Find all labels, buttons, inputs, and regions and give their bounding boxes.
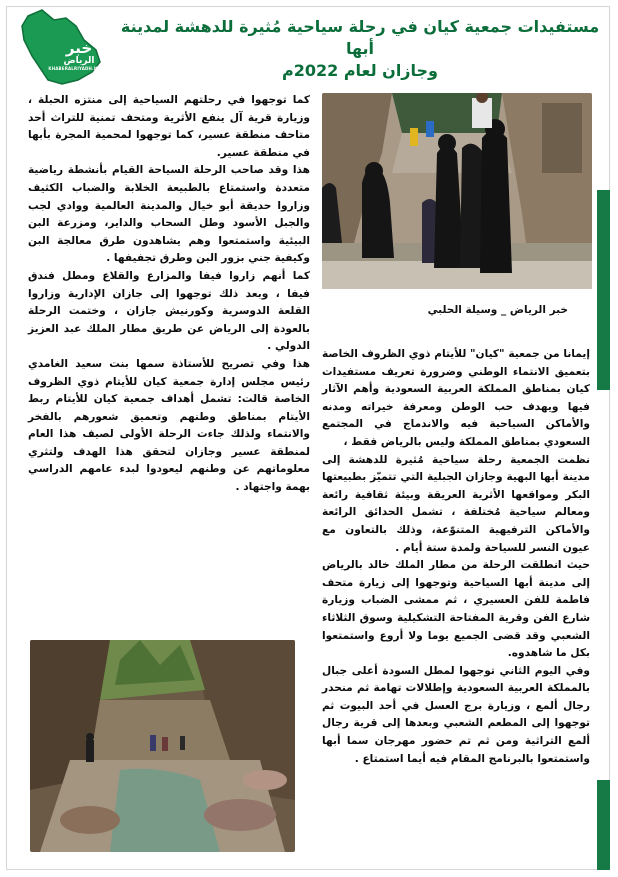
logo-url: KHABERALRIYADH.NEWS xyxy=(48,66,108,71)
logo-city: الرياض xyxy=(63,56,95,66)
byline: خبر الرياض _ وسيلة الحلبي xyxy=(427,304,568,316)
paragraph: هذا وقد صاحب الرحلة السياحة القيام بأنشطة رياضية متعددة واستمتاع بالطبيعة الخلابة والضباب الكثيف وزاروا حديقة أبو خيال والمدينة العالمية ووادي لجب والجبل الأسود وطل السحاب والداير، ومزرعة البن البيئية واستمتعوا وهم يشاهدون طرق معالجة البن وكيفية جني بزور البن وطرق تجفيفها . xyxy=(28,164,310,265)
headline-line-2: وجازان لعام 2022م xyxy=(281,61,438,80)
logo-word: خبر xyxy=(65,39,93,57)
article-headline xyxy=(112,16,608,82)
paragraph: نظمت الجمعية رحلة سياحية مُثيرة للدهشة إلى مدينة أبها البهية وجازان الجبلية التي تتميّز بطبيعتها البكر ومواقعها الأثرية العريقة وبيئة ثقافية رائعة ومعالم سياحية مُختلفة ، تشمل الحدائق الرائعة والأماكن الترفيهية المتنوّعة، وذلك بالتعاون مع عيون النسر للسياحة ولمدة ستة أيام . xyxy=(322,453,590,554)
article-column-left xyxy=(28,92,310,497)
paragraph: حيث انطلقت الرحلة من مطار الملك خالد بالرياض إلى مدينة أبها السياحية وتوجهوا إلى زيارة متحف فاطمة للفن العسيري ، ثم ممشى الضباب وزيارة شارع الفن وقرية المفتاحة التشكيلية وسوق الثلاثاء الشعبي وقد قضى الجميع يوما ولا أروع واستمتعوا بكل ما شاهدوه. xyxy=(322,559,590,660)
site-logo[interactable] xyxy=(14,6,106,88)
paragraph: كما أنهم زاروا فيفا والمزارع والقلاع ومطل فندق فيفا ، وبعد ذلك توجهوا إلى جازان الإدارية وزاروا القلعة الدوسرية وكورنيش جازان ، وختمت الرحلة بالعودة إلى الرياض عن طريق مطار الملك عبد العزيز الدولي . xyxy=(28,269,310,353)
paragraph: وفي اليوم الثاني توجهوا لمطل السودة أعلى جبال بالمملكة العربية السعودية وإطلالات تهامة ثم منحدر رجال ألمع ، وزيارة برج العسل في أحد البيوت ثم توجهوا إلى المطعم الشعبي وبعدها إلى قرية رجال ألمع التراثية ومن ثم تم حضور مهرجان سما أبها واستمتعوا بالبرنامج المقام فيه أيما استمتاع . xyxy=(322,664,590,765)
paragraph: إيمانا من جمعية "كيان" للأيتام ذوي الظروف الخاصة بتعميق الانتماء الوطني وضرورة تعريف مستفيدات كيان بمناطق المملكة العربية السعودية وأهم الآثار فيها ويهدف حب الوطن ومعرفة خيراته ومدنه والأماكن السياحية فيه والاندماج في المجتمع السعودي بمناطق المملكة وليس بالرياض فقط ، xyxy=(322,348,590,448)
accent-bar-lower xyxy=(597,780,610,870)
headline-line-1: مستفيدات جمعية كيان في رحلة سياحية مُثيرة للدهشة لمدينة أبها xyxy=(120,17,600,58)
photo-canyon-stream xyxy=(30,640,295,852)
accent-bar-upper xyxy=(597,190,610,390)
paragraph: كما توجهوا في رحلتهم السياحية إلى منتزه الحبلة ، وزيارة قرية آل ينفع الأثرية ومتحف تمنية للتراث أحد متاحف منطقة عسير، كما توجهوا لمحمية المجرة بأبها في منطقة عسير. xyxy=(28,94,310,159)
photo-canyon-visitors xyxy=(322,93,592,289)
article-column-right xyxy=(322,346,590,768)
paragraph: هذا وفي تصريح للأستاذة سمها بنت سعيد الغامدي رئيس مجلس إدارة جمعية كيان للأيتام ذوي الظروف الخاصة قالت: تشمل أهداف جمعية كيان للأيتام ربط الأيتام بمناطق وطنهم وتعميق شعورهم بالفخر والانتماء ولذلك جاءت الرحلة الأولى لصيف هذا العام لمنطقة عسير وجازان لتحقق هذا الهدف ولتثري معلوماتهم عن وطنهم ليعودوا لبدء عامهم الدراسي بهمة واجتهاد . xyxy=(28,357,310,494)
